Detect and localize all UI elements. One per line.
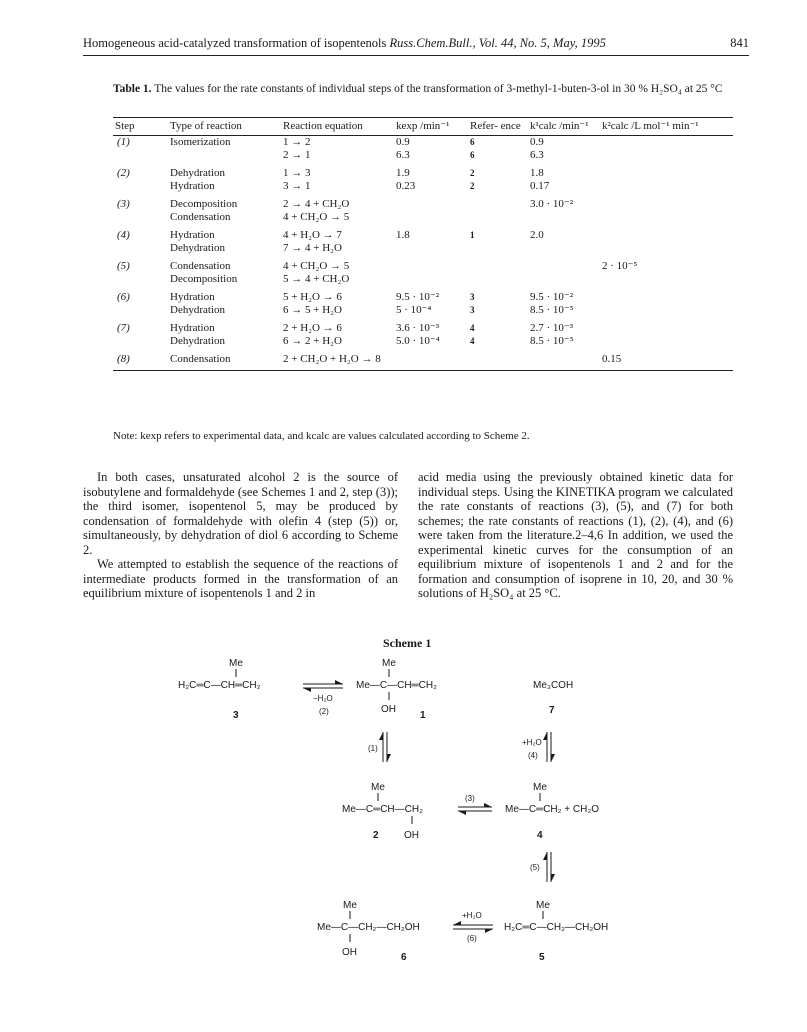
col-header-step: Step <box>115 120 135 132</box>
cell-type: Hydration <box>170 291 215 303</box>
scheme-title: Scheme 1 <box>383 636 432 650</box>
cell-step: (7) <box>117 322 130 334</box>
compound-4-chain: Me—C═CH₂ + CH₂O <box>505 804 600 815</box>
cell-eq: 6 → 5 + H₂O <box>283 303 342 316</box>
compound-2-number: 2 <box>373 830 379 841</box>
cell-k1: 8.5 · 10⁻⁵ <box>530 334 574 347</box>
table-caption-label: Table 1. <box>113 83 152 95</box>
cell-type: Dehydration <box>170 241 225 254</box>
step-5-label: (5) <box>530 863 540 872</box>
compound-7-number: 7 <box>549 705 555 716</box>
paragraph: acid media using the previously obtained kinetic data for individual steps. Using the KINETIKA program we calculated the rate constants of reactions (3), (5), and (7) for both schemes; the rate constants of reactions (1), (2), (4), and (6) were taken from the literature.2–4,6 In addition, we used the experimental kinetic curves for the consumption of an equilibrium mixture of isopentenols 1 and 2 and for the formation and consumption of isoprene in 10, 20, and 30 % solutions of H₂SO₄ at 25 °C. <box>418 470 733 600</box>
table-caption-text: The values for the rate constants of individual steps of the transformation of 3-methyl-1-buten-3-ol in 30 % H₂SO₄ at 25 °C <box>154 83 723 95</box>
me-label: Me <box>536 900 550 911</box>
compound-4-number: 4 <box>537 830 543 841</box>
cell-type: Dehydration <box>170 303 225 316</box>
cell-kexp: 1.8 <box>396 229 410 241</box>
cell-step: (8) <box>117 353 130 365</box>
cell-type: Condensation <box>170 260 231 272</box>
cell-kexp: 0.23 <box>396 179 416 192</box>
plus-water-label: +H₂O <box>522 738 542 747</box>
cell-step: (3) <box>117 198 130 210</box>
me-label: Me <box>382 658 396 669</box>
oh-label: OH <box>342 947 357 958</box>
table-note: Note: kexp refers to experimental data, and kcalc are values calculated according to Scheme 2. <box>113 430 530 442</box>
compound-3-chain: H₂C═C—CH═CH₂ <box>178 680 261 691</box>
header-title: Homogeneous acid-catalyzed transformation of isopentenols <box>83 36 387 50</box>
cell-kexp: 1.9 <box>396 167 410 179</box>
cell-step: (6) <box>117 291 130 303</box>
cell-type: Decomposition <box>170 198 238 210</box>
compound-5-number: 5 <box>539 952 545 963</box>
cell-type: Hydration <box>170 322 215 334</box>
cell-eq: 5 → 4 + CH₂O <box>283 272 350 285</box>
cell-type: Hydration <box>170 229 215 241</box>
compound-3-number: 3 <box>233 710 239 721</box>
compound-6-chain: Me—C—CH₂—CH₂OH <box>317 922 420 933</box>
cell-kexp: 9.5 · 10⁻² <box>396 291 440 303</box>
cell-ref: 2 <box>470 180 475 191</box>
compound-2-chain: Me—C═CH—CH₂ <box>342 804 423 815</box>
col-header-equation: Reaction equation <box>283 120 363 132</box>
paragraph: We attempted to establish the sequence of the reactions of intermediate products formed in the transformation of an equilibrium mixture of isopentenols 1 and 2 in <box>83 557 398 600</box>
cell-ref: 4 <box>470 335 475 346</box>
cell-type: Condensation <box>170 353 231 365</box>
compound-7-formula: Me₃COH <box>533 680 574 691</box>
paragraph: In both cases, unsaturated alcohol 2 is the source of isobutylene and formaldehyde (see Schemes 1 and 2, step (3)); the third isomer, isopentenol 5, may be produced by condensation of formaldehyde with olefin 4 (step (5)) or, simultaneously, by dehydration of diol 6 according to Scheme 2. <box>83 470 398 557</box>
cell-type: Condensation <box>170 210 231 223</box>
cell-type: Isomerization <box>170 136 231 148</box>
cell-k1: 2.7 · 10⁻³ <box>530 322 574 334</box>
me-label: Me <box>533 782 547 793</box>
cell-ref: 3 <box>470 304 475 315</box>
cell-eq: 5 + H₂O → 6 <box>283 291 342 303</box>
cell-k2: 2 · 10⁻⁵ <box>602 260 638 272</box>
compound-1-chain: Me—C—CH═CH₂ <box>356 680 437 691</box>
cell-ref: 6 <box>470 149 475 160</box>
cell-type: Dehydration <box>170 167 225 179</box>
cell-ref: 3 <box>470 292 475 302</box>
cell-eq: 2 + H₂O → 6 <box>283 322 342 334</box>
cell-kexp: 3.6 · 10⁻³ <box>396 322 440 334</box>
step-3-label: (3) <box>465 794 475 803</box>
step-4-label: (4) <box>528 751 538 760</box>
cell-ref: 6 <box>470 137 475 147</box>
col-header-k2calc: k²calc /L mol⁻¹ min⁻¹ <box>602 120 699 132</box>
cell-ref: 4 <box>470 323 475 333</box>
plus-water-label: +H₂O <box>462 911 482 920</box>
step-2-label: (2) <box>319 707 329 716</box>
oh-label: OH <box>404 830 419 841</box>
cell-kexp: 6.3 <box>396 148 410 161</box>
cell-ref: 1 <box>470 230 475 240</box>
compound-5-chain: H₂C═C—CH₂—CH₂OH <box>504 922 609 933</box>
me-label: Me <box>371 782 385 793</box>
cell-type: Decomposition <box>170 272 238 285</box>
cell-eq: 2 → 4 + CH₂O <box>283 198 350 210</box>
col-header-type: Type of reaction <box>170 120 242 132</box>
cell-eq: 2 → 1 <box>283 148 311 161</box>
compound-1-number: 1 <box>420 710 426 721</box>
step-6-label: (6) <box>467 934 477 943</box>
cell-k1: 9.5 · 10⁻² <box>530 291 574 303</box>
minus-water-label: −H₂O <box>313 694 333 703</box>
cell-k1: 0.17 <box>530 179 550 192</box>
compound-6-number: 6 <box>401 952 407 963</box>
cell-ref: 2 <box>470 168 475 178</box>
step-1-label: (1) <box>368 744 378 753</box>
cell-eq: 1 → 2 <box>283 136 311 148</box>
cell-k1: 8.5 · 10⁻⁵ <box>530 303 574 316</box>
cell-k2: 0.15 <box>602 353 622 365</box>
cell-step: (4) <box>117 229 130 241</box>
col-header-reference: Refer- ence <box>470 120 521 132</box>
cell-eq: 1 → 3 <box>283 167 311 179</box>
cell-eq: 3 → 1 <box>283 179 311 192</box>
col-header-k1calc: k¹calc /min⁻¹ <box>530 120 589 132</box>
header-journal: Russ.Chem.Bull., Vol. 44, No. 5, May, 1995 <box>389 36 606 50</box>
cell-eq: 6 → 2 + H₂O <box>283 334 342 347</box>
cell-kexp: 0.9 <box>396 136 410 148</box>
oh-label: OH <box>381 704 396 715</box>
cell-type: Hydration <box>170 179 215 192</box>
cell-step: (5) <box>117 260 130 272</box>
cell-eq: 4 + CH₂O → 5 <box>283 210 350 223</box>
cell-eq: 7 → 4 + H₂O <box>283 241 342 254</box>
cell-eq: 4 + H₂O → 7 <box>283 229 342 241</box>
cell-k1: 0.9 <box>530 136 544 148</box>
cell-eq: 2 + CH₂O + H₂O → 8 <box>283 353 381 365</box>
cell-k1: 1.8 <box>530 167 544 179</box>
me-label: Me <box>229 658 243 669</box>
cell-type: Dehydration <box>170 334 225 347</box>
page-number: 841 <box>730 36 749 50</box>
cell-step: (2) <box>117 167 130 179</box>
me-label: Me <box>343 900 357 911</box>
cell-k1: 3.0 · 10⁻² <box>530 198 574 210</box>
cell-kexp: 5 · 10⁻⁴ <box>396 303 432 316</box>
cell-kexp: 5.0 · 10⁻⁴ <box>396 334 440 347</box>
col-header-kexp: kexp /min⁻¹ <box>396 120 450 132</box>
cell-eq: 4 + CH₂O → 5 <box>283 260 350 272</box>
cell-k1: 2.0 <box>530 229 544 241</box>
cell-k1: 6.3 <box>530 148 544 161</box>
cell-step: (1) <box>117 136 130 148</box>
